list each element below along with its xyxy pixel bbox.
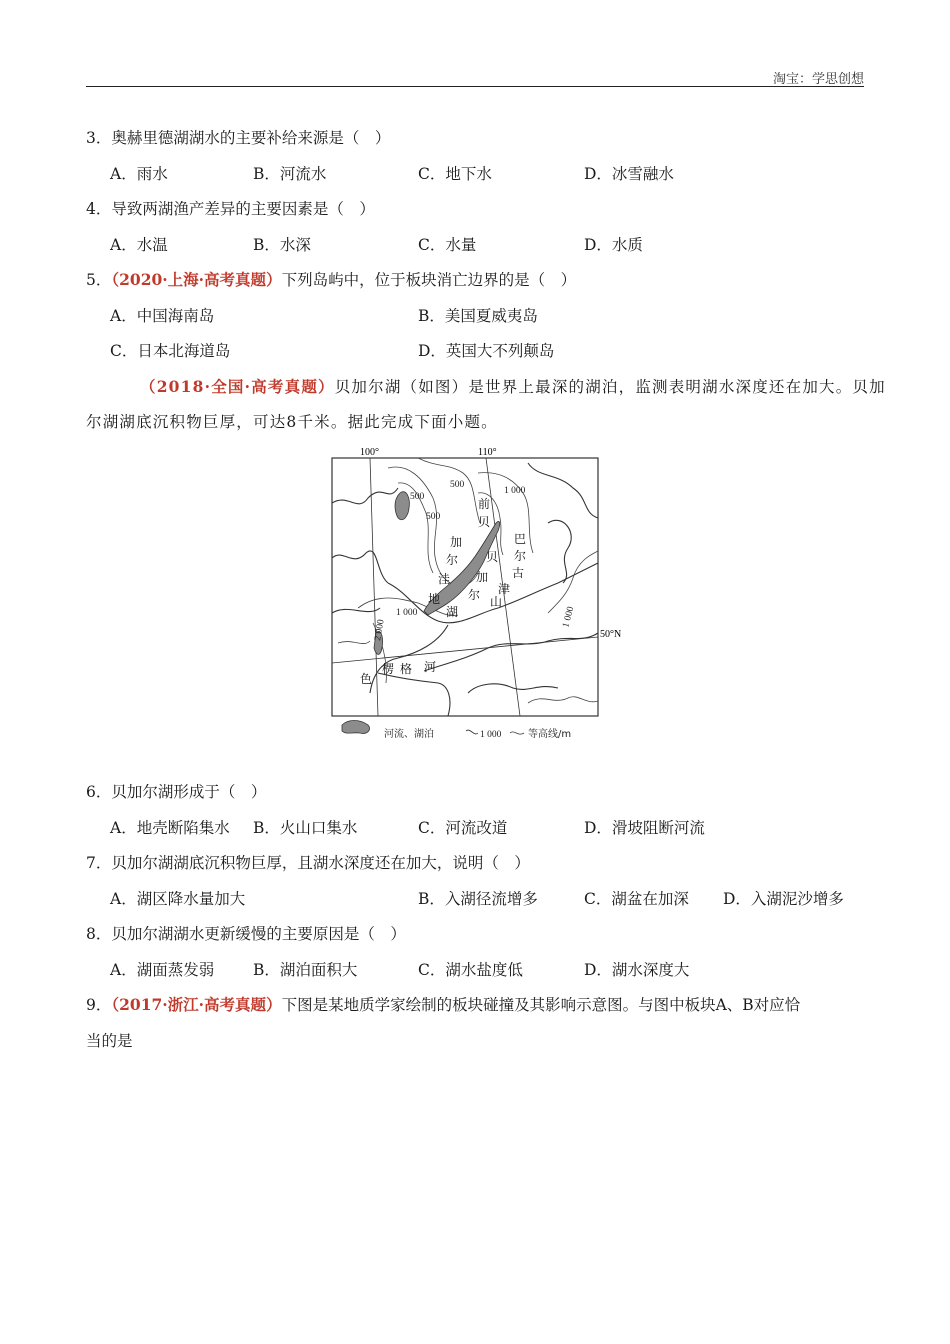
contour-label-3: 500 xyxy=(426,512,441,522)
question-6-option-d: D．滑坡阻断河流 xyxy=(584,819,705,837)
question-3-option-d: D．冰雪融水 xyxy=(584,165,674,183)
question-4-option-c: C．水量 xyxy=(418,236,477,254)
question-9-stem: 下图是某地质学家绘制的板块碰撞及其影响示意图。与图中板块A、B对应恰 xyxy=(281,996,801,1014)
place-char-14: 津 xyxy=(498,582,511,596)
question-9-number: 9． xyxy=(86,996,112,1014)
question-8-option-d: D．湖水深度大 xyxy=(584,961,690,979)
question-6-option-b: B．火山口集水 xyxy=(253,819,358,837)
place-char-8: 贝 xyxy=(486,550,499,564)
contour-label-7: 1 000 xyxy=(561,605,577,629)
question-7-option-b: B．入湖径流增多 xyxy=(418,890,538,908)
lake-small-1 xyxy=(395,492,409,520)
lat-label-50n: 50°N xyxy=(600,629,622,640)
legend-water-swatch xyxy=(342,721,370,734)
question-5-option-a: A．中国海南岛 xyxy=(110,307,215,325)
question-8-option-a: A．湖面蒸发弱 xyxy=(110,961,215,979)
question-5-number: 5． xyxy=(86,271,112,289)
passage-line-2: 尔湖湖底沉积物巨厚，可达8千米。据此完成下面小题。 xyxy=(86,413,498,431)
contour-label-5: 1 000 xyxy=(396,608,418,618)
legend-contour-sample: 1 000 xyxy=(480,730,502,740)
contour-label-6: 2 000 xyxy=(373,618,387,642)
question-9-source: （2017·浙江·高考真题） xyxy=(111,995,282,1014)
legend-contour-line xyxy=(466,730,478,734)
place-char-17: 格 xyxy=(400,662,413,676)
question-3-option-c: C．地下水 xyxy=(418,165,492,183)
place-char-6: 地 xyxy=(428,592,441,606)
place-char-10: 尔 xyxy=(468,588,481,602)
header-text: 淘宝：学思创想 xyxy=(772,72,864,87)
lon-label-110: 110° xyxy=(478,447,497,458)
question-7-stem: 7．贝加尔湖湖底沉积物巨厚，且湖水深度还在加大，说明（ ） xyxy=(86,854,530,872)
question-4-stem: 4．导致两湖渔产差异的主要因素是（ ） xyxy=(86,200,375,218)
question-3-option-b: B．河流水 xyxy=(253,165,327,183)
lon-label-100: 100° xyxy=(360,447,379,458)
question-4-option-b: B．水深 xyxy=(253,236,311,254)
place-char-12: 尔 xyxy=(514,549,527,563)
contour-label-1: 500 xyxy=(410,492,425,502)
place-char-2: 贝 xyxy=(478,515,491,529)
passage-line-1 xyxy=(140,377,886,397)
question-3-option-a: A．雨水 xyxy=(110,165,168,183)
place-char-7: 湖 xyxy=(446,605,459,619)
place-char-9: 加 xyxy=(476,570,489,584)
question-6-stem: 6．贝加尔湖形成于（ ） xyxy=(86,783,267,801)
place-char-3: 加 xyxy=(450,535,463,549)
question-8-option-b: B．湖泊面积大 xyxy=(253,961,358,979)
question-6-option-c: C．河流改道 xyxy=(418,819,508,837)
baikal-map-svg xyxy=(328,443,622,753)
question-9-stem-line xyxy=(86,995,800,1015)
question-7-option-c: C．湖盆在加深 xyxy=(584,890,689,908)
question-4-option-a: A．水温 xyxy=(110,236,168,254)
question-9-stem-line-2: 当的是 xyxy=(86,1032,133,1050)
parallel-50n xyxy=(332,637,598,663)
place-char-18: 河 xyxy=(424,660,437,674)
place-char-19: 色 xyxy=(360,672,373,686)
question-3-stem: 3．奥赫里德湖湖水的主要补给来源是（ ） xyxy=(86,129,391,147)
question-5-source: （2020·上海·高考真题） xyxy=(111,270,282,289)
place-char-1: 前 xyxy=(478,497,491,511)
question-5-stem-line xyxy=(86,270,576,290)
passage-text-1: 贝加尔湖（如图）是世界上最深的湖泊，监测表明湖水深度还在加大。贝加 xyxy=(334,378,886,396)
legend-contour-label: 等高线/m xyxy=(528,729,572,740)
place-char-4: 尔 xyxy=(446,553,459,567)
question-7-option-d: D．入湖泥沙增多 xyxy=(723,890,844,908)
question-8-stem: 8．贝加尔湖湖水更新缓慢的主要原因是（ ） xyxy=(86,925,406,943)
question-5-option-b: B．美国夏威夷岛 xyxy=(418,307,538,325)
contour-label-4: 1 000 xyxy=(504,486,526,496)
question-5-stem: 下列岛屿中，位于板块消亡边界的是（ ） xyxy=(281,271,577,289)
question-7-option-a: A．湖区降水量加大 xyxy=(110,890,246,908)
place-char-13: 古 xyxy=(512,566,525,580)
water-bodies xyxy=(342,492,503,734)
question-5-option-c: C．日本北海道岛 xyxy=(110,342,231,360)
place-char-16: 楞 xyxy=(382,662,395,676)
place-char-5: 洼 xyxy=(438,572,451,586)
place-char-15: 山 xyxy=(490,595,503,609)
contour-label-2: 500 xyxy=(450,480,465,490)
question-4-option-d: D．水质 xyxy=(584,236,643,254)
question-6-option-a: A．地壳断陷集水 xyxy=(110,819,230,837)
place-char-11: 巴 xyxy=(514,532,527,546)
header-divider xyxy=(86,86,864,87)
baikal-map xyxy=(328,443,622,753)
question-8-option-c: C．湖水盐度低 xyxy=(418,961,523,979)
question-5-option-d: D．英国大不列颠岛 xyxy=(418,342,555,360)
passage-source: （2018·全国·高考真题） xyxy=(140,377,335,396)
legend-water-label: 河流、湖泊 xyxy=(384,729,434,740)
